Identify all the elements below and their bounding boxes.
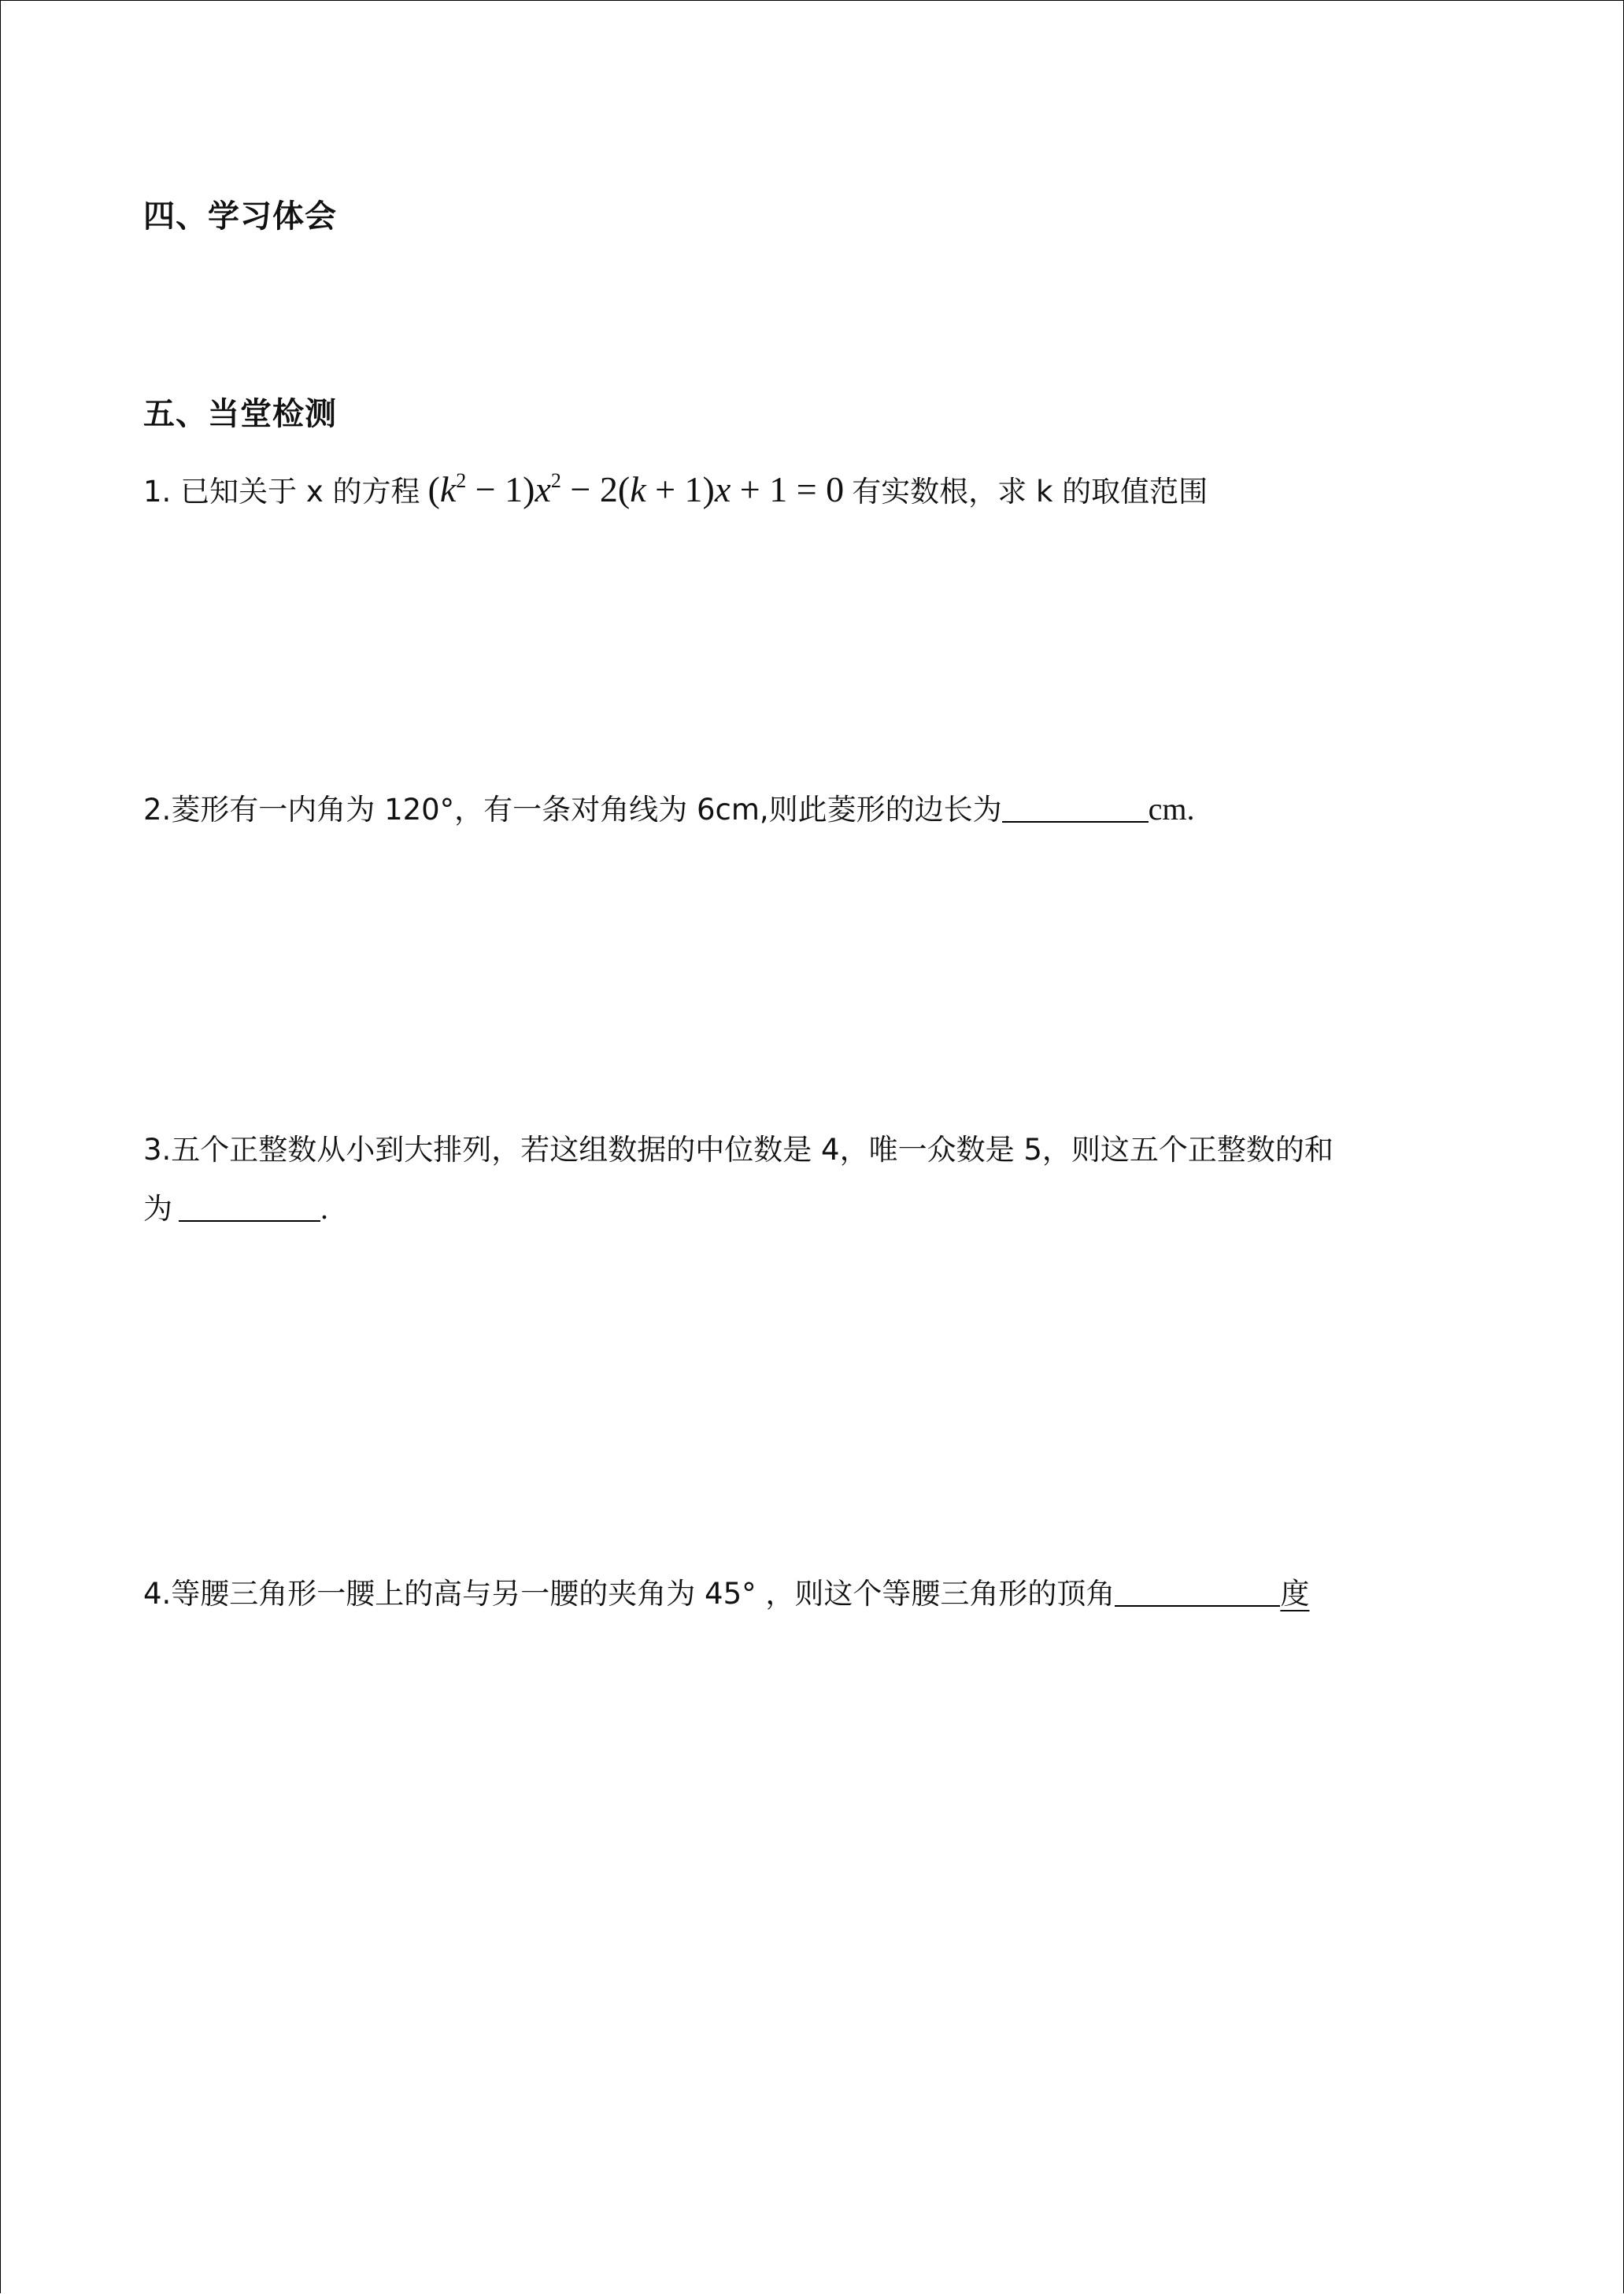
question-4-unit: 度 xyxy=(1280,1577,1310,1611)
eq-var-k: k xyxy=(630,469,646,509)
eq-exponent: 2 xyxy=(456,469,467,492)
eq-exponent: 2 xyxy=(550,469,561,492)
question-3-line-2-suffix: . xyxy=(320,1190,328,1226)
question-1-suffix: 有实数根，求 k 的取值范围 xyxy=(852,475,1208,509)
section-heading-study-reflection: 四、学习体会 xyxy=(143,198,337,235)
answer-blank[interactable] xyxy=(1002,786,1149,823)
eq-var-x: x xyxy=(714,469,731,509)
question-1-equation xyxy=(427,469,844,509)
eq-var-x: x xyxy=(535,469,551,509)
question-2-unit: cm. xyxy=(1148,791,1195,827)
eq-part: − 2( xyxy=(560,469,631,509)
answer-blank[interactable] xyxy=(1115,1571,1280,1607)
question-3-line-1: 3.五个正整数从小到大排列，若这组数据的中位数是 4，唯一众数是 5，则这五个正整数的和 xyxy=(143,1133,1334,1167)
eq-var-k: k xyxy=(439,469,457,509)
eq-part: + 1) xyxy=(646,469,715,509)
question-3 xyxy=(143,1121,1334,1238)
question-4-text: 4.等腰三角形一腰上的高与另一腰的夹角为 45° ，则这个等腰三角形的顶角 xyxy=(143,1577,1115,1611)
question-1 xyxy=(143,461,1208,521)
question-3-line-2-prefix: 为 xyxy=(143,1192,172,1226)
eq-part: ( xyxy=(427,469,440,509)
answer-blank[interactable] xyxy=(179,1186,320,1222)
eq-part: − 1) xyxy=(466,469,535,509)
eq-part: + 1 = 0 xyxy=(731,469,845,509)
question-1-prefix: 1. 已知关于 x 的方程 xyxy=(143,475,420,509)
question-2-text: 2.菱形有一内角为 120°，有一条对角线为 6cm,则此菱形的边长为 xyxy=(143,793,1002,827)
question-2 xyxy=(143,780,1195,839)
question-4 xyxy=(143,1564,1309,1623)
question-3-line-2 xyxy=(143,1179,1334,1238)
section-heading-class-test: 五、当堂检测 xyxy=(143,396,337,432)
